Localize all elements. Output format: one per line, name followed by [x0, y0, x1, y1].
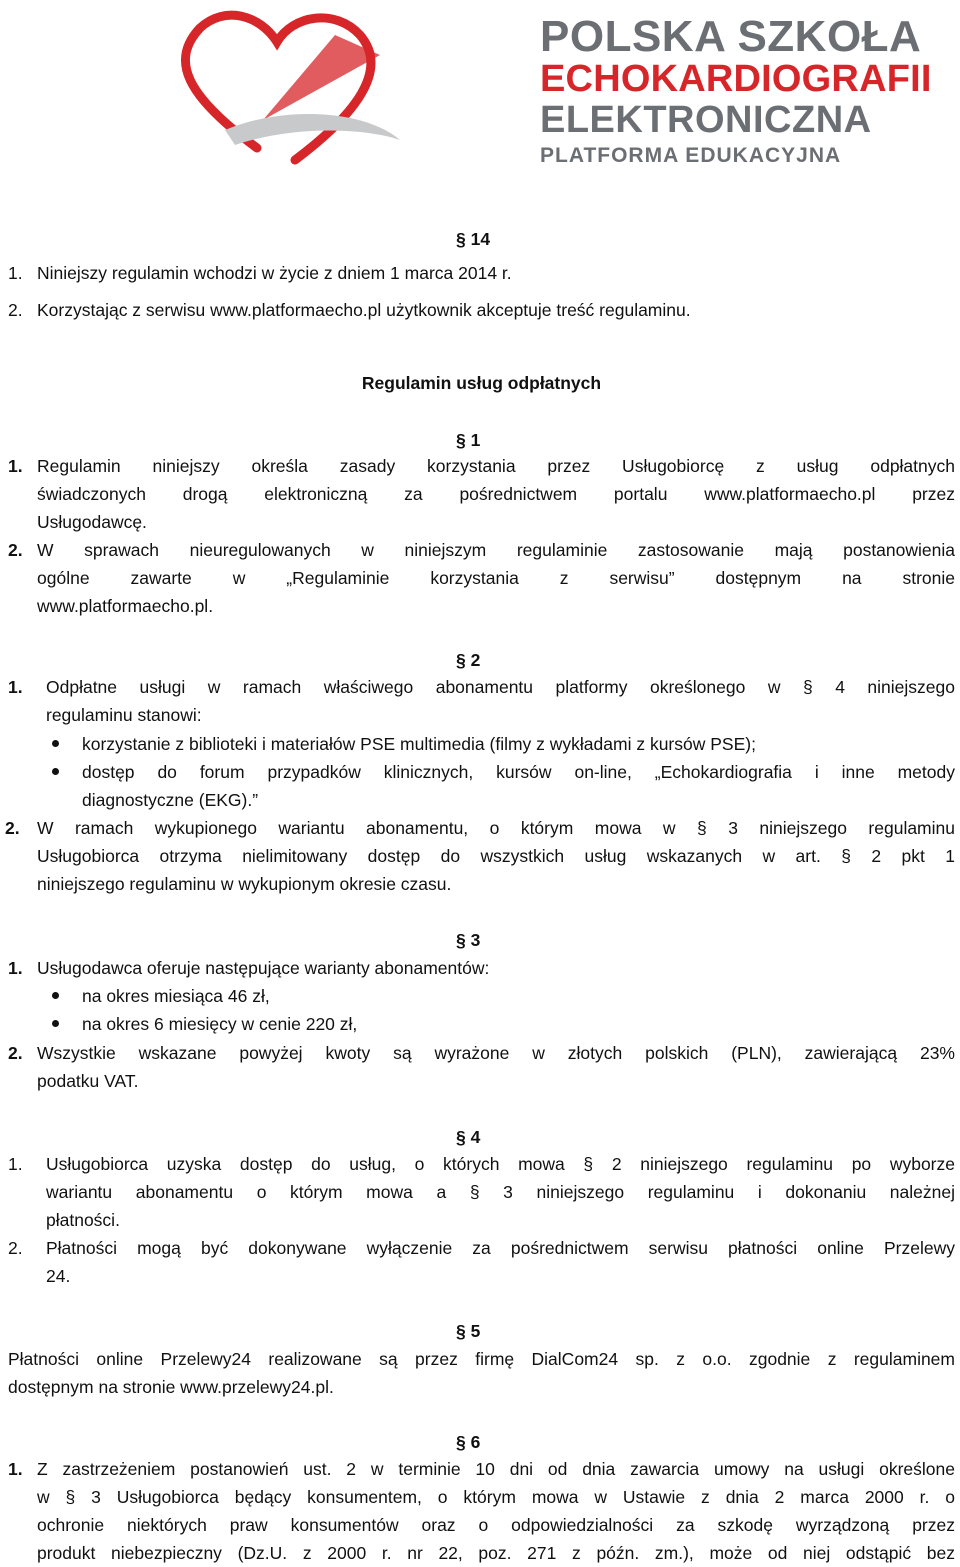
paragraph-line: Płatności mogą być dokonywane wyłączenie za pośrednictwem serwisu płatności online Przelewy [46, 1238, 955, 1258]
paragraph-line: www.platformaecho.pl. [37, 596, 214, 616]
section-3-heading: § 3 [456, 930, 481, 950]
bullet-item: na okres 6 miesięcy w cenie 220 zł, [82, 1014, 358, 1034]
paragraph-line: regulaminu stanowi: [46, 705, 202, 725]
section-4-heading: § 4 [456, 1127, 481, 1147]
list-number: 2. [8, 540, 23, 560]
list-item: Korzystając z serwisu www.platformaecho.pl użytkownik akceptuje treść regulaminu. [37, 300, 691, 320]
list-number: 1. [8, 263, 23, 283]
paragraph-line: podatku VAT. [37, 1071, 139, 1091]
paragraph-line: płatności. [46, 1210, 120, 1230]
paragraph-line: Z zastrzeżeniem postanowień ust. 2 w terminie 10 dni od dnia zawarcia umowy na usługi określone [37, 1459, 955, 1479]
section-14-heading: § 14 [456, 229, 491, 249]
list-number: 1. [8, 456, 23, 476]
paragraph-line: dostępnym na stronie www.przelewy24.pl. [8, 1377, 334, 1397]
bullet-item: korzystanie z biblioteki i materiałów PSE multimedia (filmy z wykładami z kursów PSE); [82, 734, 756, 754]
paragraph-line: niniejszego regulaminu w wykupionym okresie czasu. [37, 874, 452, 894]
list-number: 1. [8, 1459, 23, 1479]
paragraph-line: świadczonych drogą elektroniczną za pośrednictwem portalu www.platformaecho.pl przez [37, 484, 955, 504]
document-title: Regulamin usług odpłatnych [361, 373, 602, 393]
paragraph-line: ochronie niektórych praw konsumentów oraz o odpowiedzialności za szkodę wyrządzoną przez [37, 1515, 955, 1535]
logo-line-3: ELEKTRONICZNA [540, 99, 872, 141]
paragraph-line: produkt niebezpieczny (Dz.U. z 2000 r. nr 22, poz. 271 z późn. zm.), może od niej odstąpić bez [37, 1543, 955, 1563]
paragraph-line: Usługobiorca otrzyma nielimitowany dostęp do wszystkich usług wskazanych w art. § 2 pkt 1 [37, 846, 955, 866]
paragraph-line: w § 3 Usługobiorca będący konsumentem, o którym mowa w Ustawie z dnia 2 marca 2000 r. o [37, 1487, 955, 1507]
bullet-icon [52, 740, 59, 747]
bullet-icon [52, 768, 59, 775]
logo-line-4: PLATFORMA EDUKACYJNA [540, 144, 842, 167]
paragraph-line: Regulamin niniejszy określa zasady korzystania przez Usługobiorcę z usług odpłatnych [37, 456, 955, 476]
bullet-item: dostęp do forum przypadków klinicznych, kursów on-line, „Echokardiografia i inne metody [82, 762, 955, 782]
paragraph-line: ogólne zawarte w „Regulaminie korzystania z serwisu” dostępnym na stronie [37, 568, 955, 588]
bullet-icon [52, 992, 59, 999]
bullet-item: na okres miesiąca 46 zł, [82, 986, 270, 1006]
paragraph-line: Usługodawcę. [37, 512, 147, 532]
bullet-icon [52, 1020, 59, 1027]
logo-line-2: ECHOKARDIOGRAFII [540, 58, 932, 100]
paragraph-line: Usługodawca oferuje następujące warianty abonamentów: [37, 958, 490, 978]
paragraph-line: 24. [46, 1266, 71, 1286]
list-number: 2. [5, 818, 20, 838]
section-6-heading: § 6 [456, 1432, 481, 1452]
list-item: Niniejszy regulamin wchodzi w życie z dniem 1 marca 2014 r. [37, 263, 512, 283]
paragraph-line: Odpłatne usługi w ramach właściwego abonamentu platformy określonego w § 4 niniejszego [46, 677, 955, 697]
list-number: 2. [8, 1238, 23, 1258]
logo [165, 0, 932, 175]
paragraph-line: Wszystkie wskazane powyżej kwoty są wyrażone w złotych polskich (PLN), zawierającą 23% [37, 1043, 955, 1063]
paragraph-line: wariantu abonamentu o którym mowa a § 3 niniejszego regulaminu i dokonaniu należnej [46, 1182, 955, 1202]
list-number: 1. [8, 1154, 23, 1174]
list-number: 2. [8, 1043, 23, 1063]
list-number: 2. [8, 300, 23, 320]
logo-line-1: POLSKA SZKOŁA [540, 12, 922, 61]
paragraph-line: Płatności online Przelewy24 realizowane są przez firmę DialCom24 sp. z o.o. zgodnie z regulaminem [8, 1349, 955, 1369]
bullet-item: diagnostyczne (EKG).” [82, 790, 259, 810]
list-number: 1. [8, 677, 23, 697]
list-number: 1. [8, 958, 23, 978]
section-5-heading: § 5 [456, 1321, 481, 1341]
section-1-heading: § 1 [456, 430, 481, 450]
paragraph-line: Usługobiorca uzyska dostęp do usług, o których mowa § 2 niniejszego regulaminu po wyborze [46, 1154, 955, 1174]
section-2-heading: § 2 [456, 650, 481, 670]
paragraph-line: W sprawach nieuregulowanych w niniejszym regulaminie zastosowanie mają postanowienia [37, 540, 955, 560]
paragraph-line: W ramach wykupionego wariantu abonamentu, o którym mowa w § 3 niniejszego regulaminu [37, 818, 955, 838]
